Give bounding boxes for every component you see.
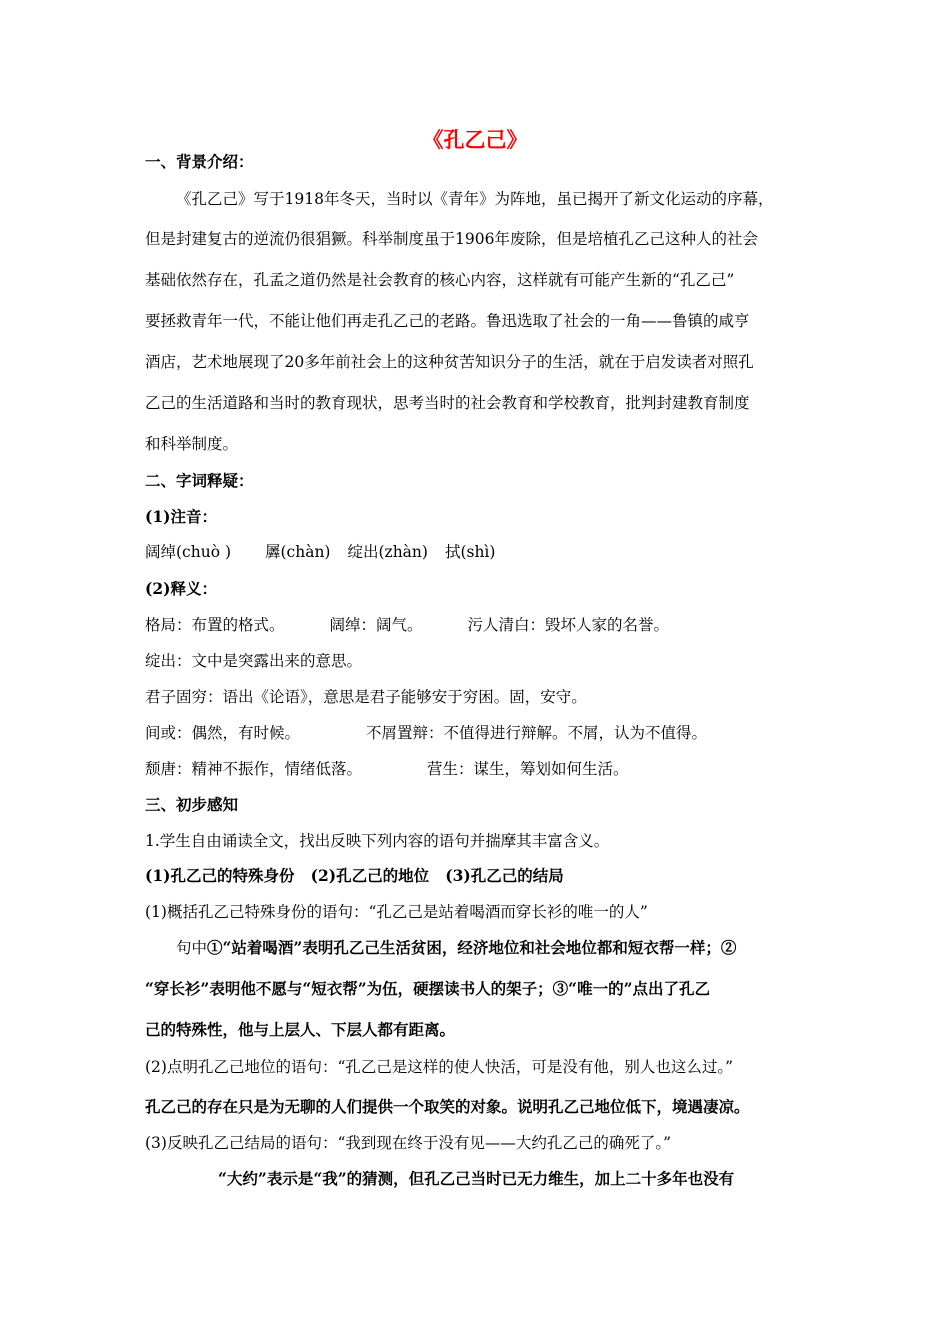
- definition-item: 格局：布置的格式。: [145, 616, 285, 634]
- definition-item: 营生：谋生，筹划如何生活。: [427, 760, 629, 778]
- definition-item: 间或：偶然，有时候。: [145, 724, 301, 742]
- definition-item: 绽出：文中是突露出来的意思。: [145, 652, 363, 670]
- document-title: 《孔乙己》: [422, 127, 528, 152]
- pinyin-item: 阔绰(chuò ): [145, 543, 231, 561]
- definition-row: [145, 723, 707, 743]
- pinyin-item: 拭(shì): [444, 543, 496, 561]
- answer-prefix: 句中: [176, 939, 208, 957]
- definition-row: [145, 615, 669, 635]
- question-line: (2)点明孔乙己地位的语句：“孔乙己是这样的使人快活，可是没有他，别人也这么过。”: [145, 1058, 734, 1076]
- definition-item: 不屑置辩：不值得进行辩解。不屑，认为不值得。: [366, 724, 708, 742]
- section-heading-vocabulary: 二、字词释疑：: [145, 471, 254, 490]
- definition-row: [145, 651, 362, 671]
- definition-item: 污人清白：毁坏人家的名誉。: [467, 616, 670, 634]
- definition-row: [145, 759, 629, 779]
- paragraph-line: 《孔乙己》写于1918年冬天，当时以《青年》为阵地，虽已揭开了新文化运动的序幕，: [176, 190, 774, 208]
- points-line: (1)孔乙己的特殊身份 (2)孔乙己的地位 (3)孔乙己的结局: [145, 866, 564, 885]
- paragraph-line: 乙己的生活道路和当时的教育现状，思考当时的社会教育和学校教育，批判封建教育制度: [145, 394, 750, 412]
- answer-line: “穿长衫”表明他不愿与“短衣帮”为伍，硬摆读书人的架子；③“唯一的”点出了孔乙: [145, 979, 710, 998]
- definition-item: 颓唐：精神不振作，情绪低落。: [145, 760, 363, 778]
- answer-line: 己的特殊性，他与上层人、下层人都有距离。: [145, 1020, 456, 1039]
- question-line: (1)概括孔乙己特殊身份的语句：“孔乙己是站着喝酒而穿长衫的唯一的人”: [145, 903, 648, 921]
- definition-item: 君子固穷：语出《论语》，意思是君子能够安于穷困。固，安守。: [145, 688, 587, 706]
- paragraph-line: 基础依然存在，孔孟之道仍然是社会教育的核心内容，这样就有可能产生新的“孔乙己”: [145, 271, 735, 289]
- task-line: 1.学生自由诵读全文，找出反映下列内容的语句并揣摩其丰富含义。: [145, 832, 610, 850]
- subheading-pronunciation: (1)注音：: [145, 507, 217, 526]
- pinyin-item: 羼(chàn): [265, 543, 331, 561]
- paragraph-line: 和科举制度。: [145, 435, 239, 453]
- definition-row: [145, 687, 587, 707]
- section-heading-first-impression: 三、初步感知: [145, 795, 239, 814]
- paragraph-line: 但是封建复古的逆流仍很猖獗。科举制度虽于1906年废除，但是培植孔乙己这种人的社会: [145, 230, 758, 248]
- subheading-definitions: (2)释义：: [145, 579, 217, 598]
- answer-line: 孔乙己的存在只是为无聊的人们提供一个取笑的对象。说明孔乙己地位低下，境遇凄凉。: [145, 1097, 750, 1116]
- paragraph-line: 要拯救青年一代，不能让他们再走孔乙己的老路。鲁迅选取了社会的一角——鲁镇的咸亨: [145, 312, 750, 330]
- definition-item: 阔绰：阔气。: [329, 616, 423, 634]
- answer-line: [176, 938, 736, 958]
- paragraph-line: 酒店，艺术地展现了20多年前社会上的这种贫苦知识分子的生活，就在于启发读者对照孔: [145, 353, 754, 371]
- answer-text: ①“站着喝酒”表明孔乙己生活贫困，经济地位和社会地位都和短衣帮一样；②: [207, 938, 737, 957]
- section-heading-background: 一、背景介绍：: [145, 152, 254, 171]
- answer-line: “大约”表示是“我”的猜测，但孔乙己当时已无力维生，加上二十多年也没有: [218, 1169, 735, 1188]
- question-line: (3)反映孔乙己结局的语句：“我到现在终于没有见——大约孔乙己的确死了。”: [145, 1134, 672, 1152]
- pinyin-row: [145, 542, 495, 562]
- pinyin-item: 绽出(zhàn): [347, 543, 428, 561]
